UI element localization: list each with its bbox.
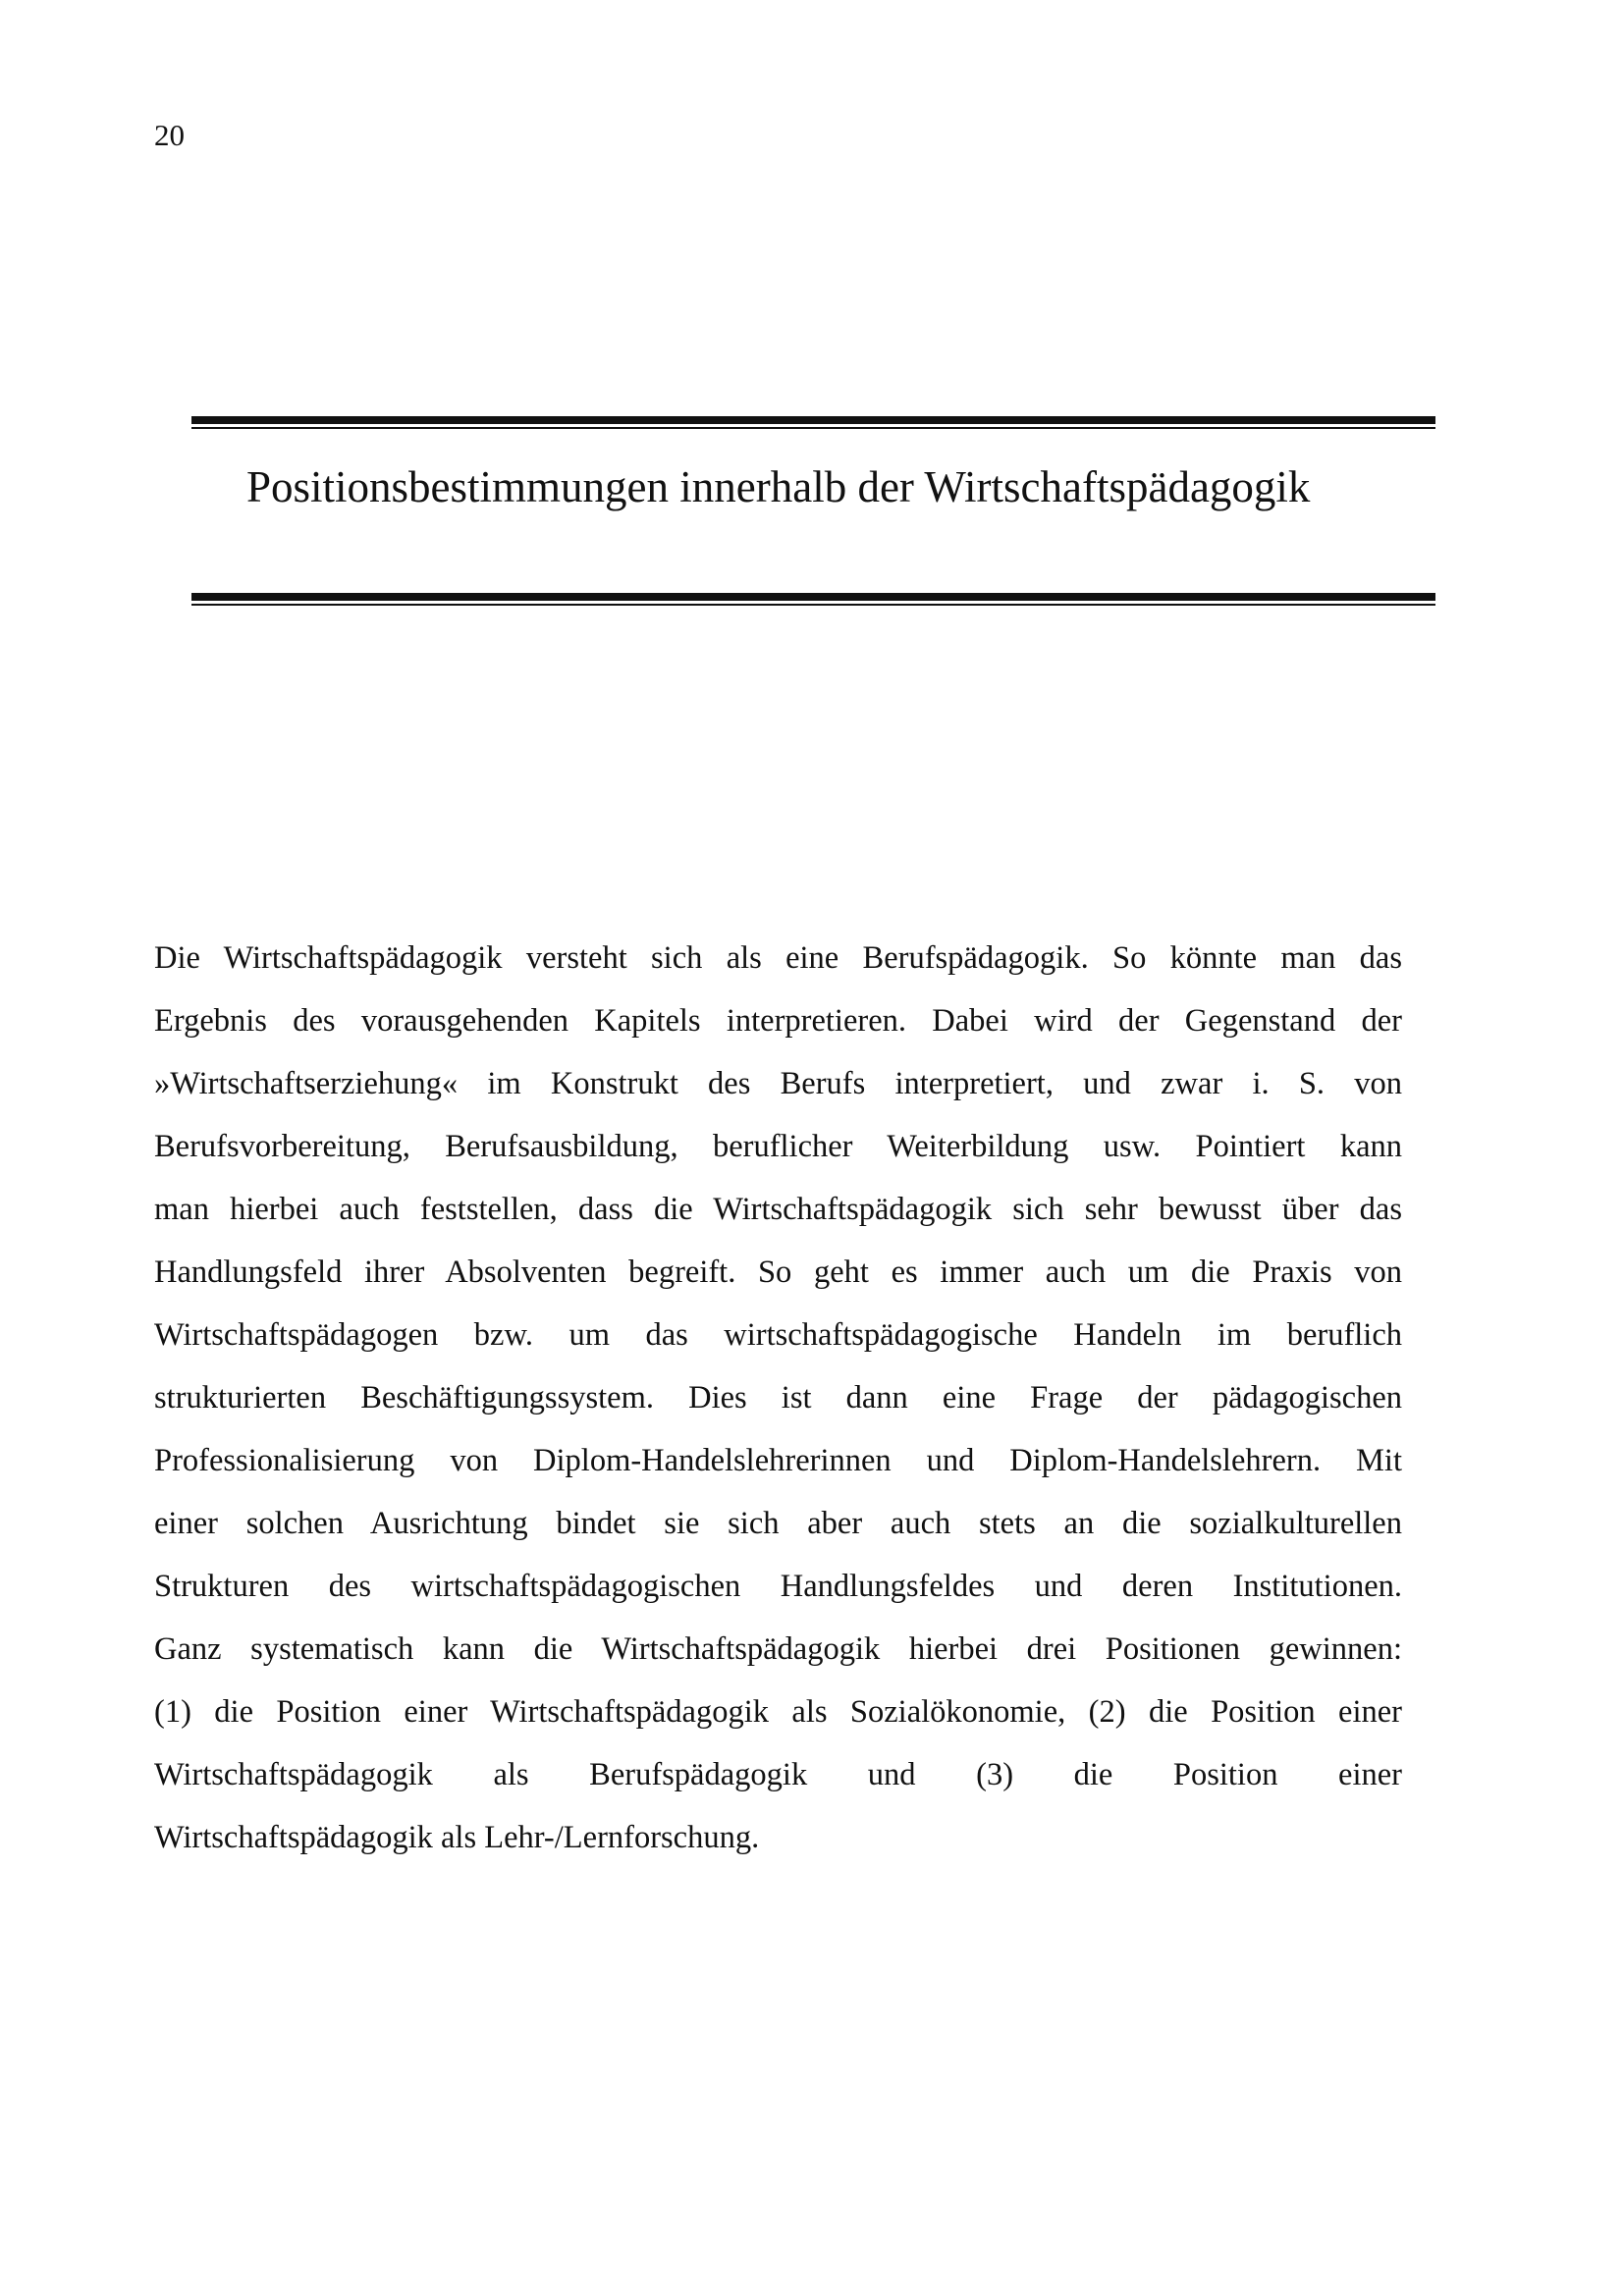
body-line: Handlungsfeld ihrer Absolventen begreift. So geht es immer auch um die Praxis von xyxy=(154,1255,1402,1290)
body-line: man hierbei auch feststellen, dass die Wirtschaftspädagogik sich sehr bewusst über das xyxy=(154,1192,1402,1227)
title-rule-bottom xyxy=(191,593,1435,606)
page-number: 20 xyxy=(154,118,185,152)
body-line: strukturierten Beschäftigungssystem. Dies ist dann eine Frage der pädagogischen xyxy=(154,1380,1402,1415)
body-line: Berufsvorbereitung, Berufsausbildung, beruflicher Weiterbildung usw. Pointiert kann xyxy=(154,1129,1402,1164)
body-line: Wirtschaftspädagogik als Lehr-/Lernforschung. xyxy=(154,1820,760,1855)
body-line: Ergebnis des vorausgehenden Kapitels interpretieren. Dabei wird der Gegenstand der xyxy=(154,1003,1402,1039)
body-line: einer solchen Ausrichtung bindet sie sich aber auch stets an die sozialkulturellen xyxy=(154,1506,1402,1541)
body-line: »Wirtschaftserziehung« im Konstrukt des Berufs interpretiert, und zwar i. S. von xyxy=(154,1066,1402,1101)
body-line: Wirtschaftspädagogen bzw. um das wirtschaftspädagogische Handeln im beruflich xyxy=(154,1317,1402,1353)
body-line: Strukturen des wirtschaftspädagogischen Handlungsfeldes und deren Institutionen. xyxy=(154,1569,1402,1604)
body-line: Ganz systematisch kann die Wirtschaftspädagogik hierbei drei Positionen gewinnen: xyxy=(154,1631,1402,1667)
body-line: Professionalisierung von Diplom-Handelslehrerinnen und Diplom-Handelslehrern. Mit xyxy=(154,1443,1402,1478)
title-rule-top xyxy=(191,416,1435,429)
chapter-title: Positionsbestimmungen innerhalb der Wirtschaftspädagogik xyxy=(246,462,1311,511)
body-line: (1) die Position einer Wirtschaftspädagogik als Sozialökonomie, (2) die Position einer xyxy=(154,1694,1402,1730)
body-paragraph xyxy=(154,927,1402,1869)
body-line: Die Wirtschaftspädagogik versteht sich als eine Berufspädagogik. So könnte man das xyxy=(154,940,1402,976)
body-line: Wirtschaftspädagogik als Berufspädagogik und (3) die Position einer xyxy=(154,1757,1402,1792)
